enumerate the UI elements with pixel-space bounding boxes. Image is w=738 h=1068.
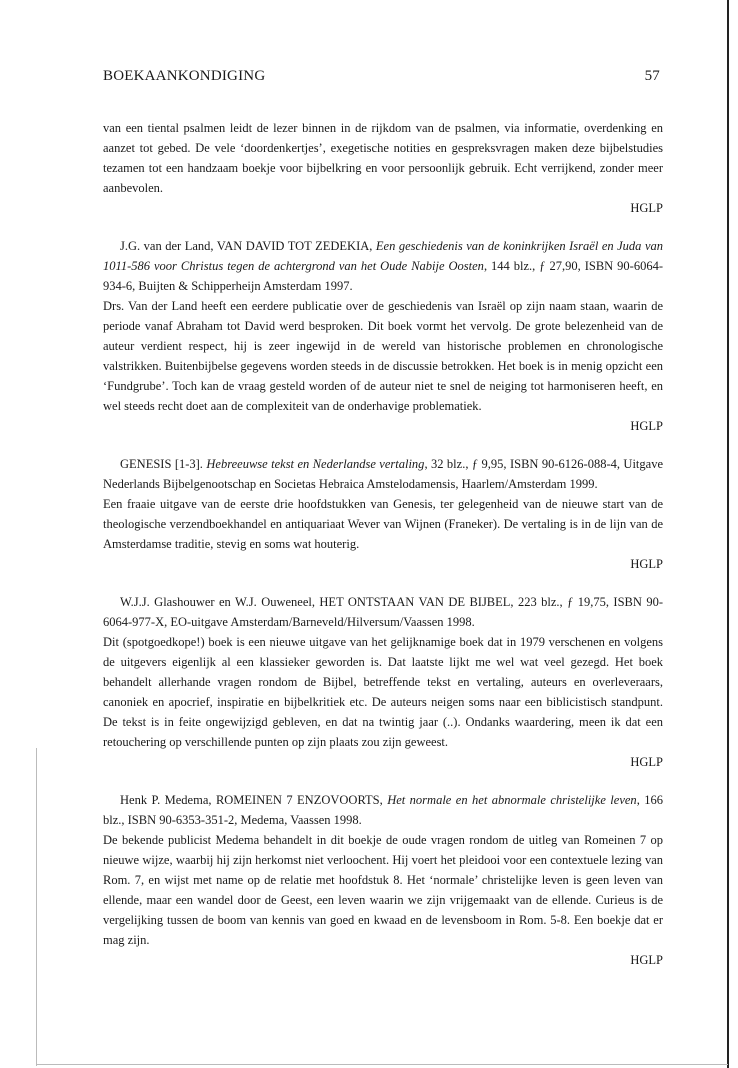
running-header bbox=[103, 68, 660, 85]
ref-subtitle: Een geschiedenis van de koninkrijken Israël en Juda van 1011-586 voor Christus tegen de achtergrond van het Oude Nabije Oosten bbox=[103, 239, 663, 273]
reviewer-signature: HGLP bbox=[630, 419, 663, 433]
scan-bottom-line bbox=[36, 1064, 728, 1065]
ref-author-title: W.J.J. Glashouwer en W.J. Ouweneel, HET ONTSTAAN VAN DE BIJBEL, 223 blz., ƒ 19,75, ISBN 90-6064-977-X, EO-uitgave Amsterdam/Barneveld/Hilversum/Vaassen 1998. bbox=[103, 595, 663, 629]
reviewer-signature: HGLP bbox=[630, 755, 663, 769]
review-entry bbox=[103, 236, 663, 436]
book-reference bbox=[103, 790, 663, 830]
review-entry bbox=[103, 790, 663, 970]
ref-details: , 166 blz., ISBN 90-6353-351-2, Medema, Vaassen 1998. bbox=[103, 793, 664, 827]
ref-author-title: J.G. van der Land, VAN DAVID TOT ZEDEKIA, bbox=[120, 239, 376, 253]
ref-details: , 144 blz., ƒ 27,90, ISBN 90-6064-934-6, Buijten & Schipperheijn Amsterdam 1997. bbox=[103, 259, 664, 293]
review-text: Drs. Van der Land heeft een eerdere publicatie over de geschiedenis van Israël op zijn naam staan, waarin de periode vanaf Abraham tot David werd besproken. Dit boek vormt het vervolg. De grote belezenheid van de auteur verdient respect, hij is zeer ingewijd in de wereld van historische problemen en chronologische valstrikken. Buitenbijbelse gegevens worden steeds in de discussie betrokken. Het boek is in menig opzicht een ‘Fundgrube’. Toch kan de vraag gesteld worden of de auteur niet te snel de neiging tot harmoniseren heeft, en wel steeds recht doet aan de complexiteit van de onderhavige problematiek. bbox=[103, 299, 663, 413]
review-text: De bekende publicist Medema behandelt in dit boekje de oude vragen rondom de uitleg van Romeinen 7 op nieuwe wijze, waarbij hij zijn herkomst niet verloochent. Hij voert het pleidooi voor een contextuele lezing van Rom. 7, en wijst met name op de relatie met hoofdstuk 8. Het ‘normale’ christelijke leven is geen leven van ellende, maar een wandel door de Geest, een leven waarin we zijn vrijgemaakt van de ellende. Curieus is de vergelijking tussen de boom van kennis van goed en kwaad en de levensboom in Rom. 5-8. Een boekje dat er mag zijn. bbox=[103, 833, 663, 947]
intro-paragraph: van een tiental psalmen leidt de lezer binnen in de rijkdom van de psalmen, via informatie, overdenking en aanzet tot gebed. De vele ‘doordenkertjes’, exegetische notities en gespreksvragen maken deze bijbelstudies tezamen tot een handzaam boekje voor bijbelkring en voor persoonlijk gebruik. Echt verrijkend, zonder meer aanbevolen. bbox=[103, 121, 663, 195]
scan-margin-line bbox=[36, 748, 37, 1066]
ref-author-title: GENESIS [1-3]. bbox=[120, 457, 207, 471]
ref-details: , 32 blz., ƒ 9,95, ISBN 90-6126-088-4, Uitgave Nederlands Bijbelgenootschap en Societas Hebraica Amstelodamensis, Haarlem/Amsterdam 1999. bbox=[103, 457, 663, 491]
review-entry bbox=[103, 592, 663, 772]
reviewer-signature: HGLP bbox=[630, 557, 663, 571]
review-text: Een fraaie uitgave van de eerste drie hoofdstukken van Genesis, ter gelegenheid van de nieuwe start van de theologische verzendboekhandel en antiquariaat Wever van Wijnen (Franeker). De vertaling is in de lijn van de Amsterdamse traditie, stevig en soms wat houterig. bbox=[103, 497, 663, 551]
book-reference bbox=[103, 236, 663, 296]
reviewer-signature: HGLP bbox=[630, 201, 663, 215]
book-reference bbox=[103, 592, 663, 632]
ref-subtitle: Het normale en het abnormale christelijke leven bbox=[387, 793, 637, 807]
review-entry bbox=[103, 454, 663, 574]
ref-author-title: Henk P. Medema, ROMEINEN 7 ENZOVOORTS, bbox=[120, 793, 388, 807]
reviewer-signature: HGLP bbox=[630, 953, 663, 967]
book-reference bbox=[103, 454, 663, 494]
ref-subtitle: Hebreeuwse tekst en Nederlandse vertaling bbox=[206, 457, 425, 471]
page-edge-rule bbox=[727, 0, 729, 1068]
header-title: BOEKAANKONDIGING bbox=[103, 68, 266, 84]
review-text: Dit (spotgoedkope!) boek is een nieuwe uitgave van het gelijknamige boek dat in 1979 verschenen en volgens de uitgevers eigenlijk al een klassieker geworden is. Dat laatste lijkt me wel wat veel gezegd. Het boek behandelt allerhande vragen rondom de Bijbel, betreffende tekst en vertaling, auteurs en overleveraars, canoniek en apocrief, inspiratie en bijbelkritiek etc. De auteurs neigen soms naar een biblicistisch standpunt. De tekst is in feite ongewijzigd gebleven, en dat na twintig jaar (..). Ondanks waardering, meen ik dat een retouchering op verschillende punten op zijn plaats zou zijn geweest. bbox=[103, 635, 663, 749]
page-content bbox=[103, 118, 663, 970]
page-number: 57 bbox=[644, 68, 660, 84]
